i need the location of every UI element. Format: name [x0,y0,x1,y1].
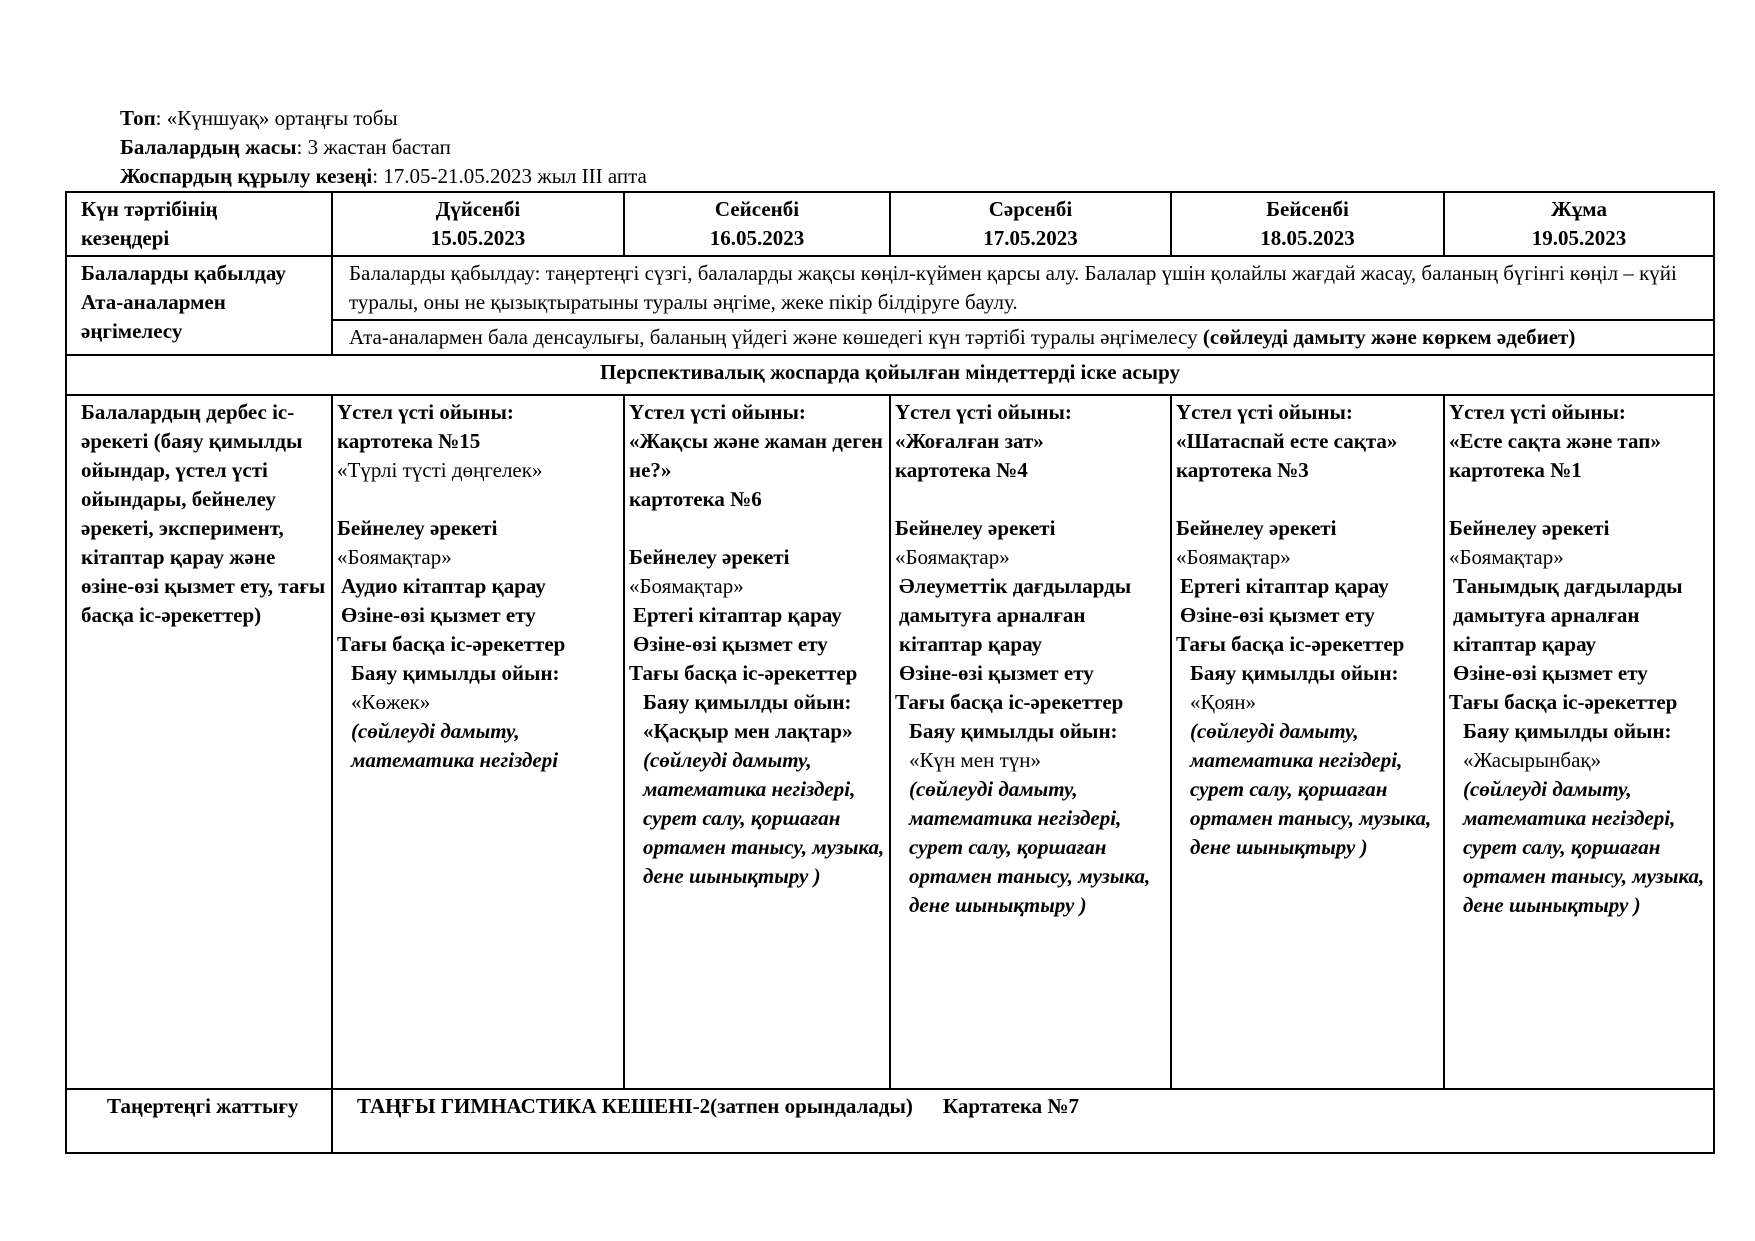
header-day-5: Жұма 19.05.2023 [1444,192,1714,256]
weekly-plan-table [65,191,1715,1154]
header-day-2: Сейсенбі 16.05.2023 [624,192,890,256]
header-periods: Күн тәртібінің кезеңдері [66,192,332,256]
group-line: Топ: «Күншуақ» ортаңғы тобы [120,106,398,130]
activities-day-3: Үстел үсті ойыны: «Жоғалған зат» картотека №4 Бейнелеу әрекеті «Боямақтар» Әлеуметтік дағдыларды дамытуға арналған кітаптар қарау Өзіне-өзі қызмет ету Тағы басқа іс-әрекеттер Баяу қимылды ойын: «Күн мен түн» (сөйлеуді дамыту, математика негіздері, сурет салу, қоршаған ортамен танысу, музыка, дене шынықтыру ) [890,395,1171,1089]
header-day-3: Сәрсенбі 17.05.2023 [890,192,1171,256]
reception-text: Балаларды қабылдау: таңертеңгі сүзгі, балаларды жақсы көңіл-күймен қарсы алу. Балалар үшін қолайлы жағдай жасау, баланың бүгінгі көңіл – күйі туралы, оны не қызықтыратыны туралы әңгіме, жеке пікір білдіруге баулу. [332,256,1714,320]
activities-day-4: Үстел үсті ойыны: «Шатаспай есте сақта» картотека №3 Бейнелеу әрекеті «Боямақтар» Ертегі кітаптар қарау Өзіне-өзі қызмет ету Тағы басқа іс-әрекеттер Баяу қимылды ойын: «Қоян» (сөйлеуді дамыту, математика негіздері, сурет салу, қоршаған ортамен танысу, музыка, дене шынықтыру ) [1171,395,1444,1089]
header-row [66,192,1714,256]
parents-talk-text: Ата-аналармен бала денсаулығы, баланың үйдегі және көшедегі күн тәртібі туралы әңгімелесу (сөйлеуді дамыту және көркем әдебиет) [332,320,1714,355]
section-title-row [66,355,1714,395]
activities-row [66,395,1714,1089]
reception-row-1 [66,256,1714,320]
gymnastics-label: Таңертеңгі жаттығу [66,1089,332,1153]
header-day-4: Бейсенбі 18.05.2023 [1171,192,1444,256]
activities-day-1: Үстел үсті ойыны: картотека №15 «Түрлі түсті дөңгелек» Бейнелеу әрекеті «Боямақтар» Аудио кітаптар қарау Өзіне-өзі қызмет ету Тағы басқа іс-әрекеттер Баяу қимылды ойын: «Көжек» (сөйлеуді дамыту, математика негіздері [332,395,624,1089]
reception-label: Балаларды қабылдау Ата-аналармен әңгімелесу [66,256,332,355]
activities-label: Балалардың дербес іс-әрекеті (баяу қимылды ойындар, үстел үсті ойындары, бейнелеу әрекеті, эксперимент, кітаптар қарау және өзіне-өзі қызмет ету, тағы басқа іс-әрекеттер) [66,395,332,1089]
activities-day-2: Үстел үсті ойыны: «Жақсы және жаман деген не?» картотека №6 Бейнелеу әрекеті «Боямақтар» Ертегі кітаптар қарау Өзіне-өзі қызмет ету Тағы басқа іс-әрекеттер Баяу қимылды ойын: «Қасқыр мен лақтар» (сөйлеуді дамыту, математика негіздері, сурет салу, қоршаған ортамен танысу, музыка, дене шынықтыру ) [624,395,890,1089]
gymnastics-row [66,1089,1714,1153]
period-line: Жоспардың құрылу кезеңі: 17.05-21.05.2023 жыл ІІІ апта [120,164,647,188]
header-day-1: Дүйсенбі 15.05.2023 [332,192,624,256]
gymnastics-text: ТАҢҒЫ ГИМНАСТИКА КЕШЕНІ-2(затпен орындалады) Картатека №7 [332,1089,1714,1153]
activities-day-5: Үстел үсті ойыны: «Есте сақта және тап» картотека №1 Бейнелеу әрекеті «Боямақтар» Танымдық дағдыларды дамытуға арналған кітаптар қарау Өзіне-өзі қызмет ету Тағы басқа іс-әрекеттер Баяу қимылды ойын: «Жасырынбақ» (сөйлеуді дамыту, математика негіздері, сурет салу, қоршаған ортамен танысу, музыка, дене шынықтыру ) [1444,395,1714,1089]
age-line: Балалардың жасы: 3 жастан бастап [120,135,451,159]
section-title: Перспективалық жоспарда қойылған міндеттерді іске асыру [66,355,1714,395]
plan-meta [120,104,647,191]
